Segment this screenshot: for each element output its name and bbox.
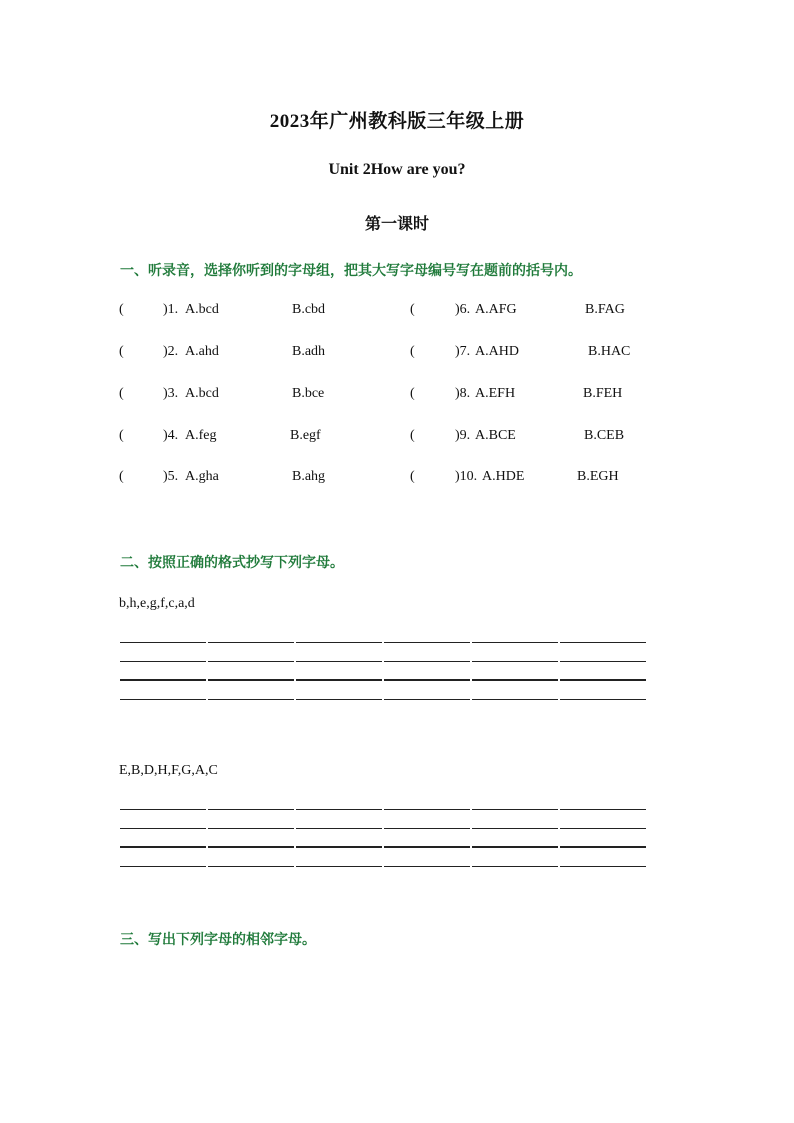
left-paren: ( bbox=[119, 428, 124, 443]
writing-lines-uppercase bbox=[120, 791, 646, 867]
lesson-title: 第一课时 bbox=[364, 216, 429, 233]
question-row bbox=[0, 428, 794, 448]
section-1-heading: 一、听录音，选择你听到的字母组，把其大写字母编号写在题前的括号内。 bbox=[120, 264, 582, 279]
writing-line bbox=[120, 662, 646, 681]
letter-sequence-uppercase: E,B,D,H,F,G,A,C bbox=[119, 763, 218, 778]
option-a: A.ahd bbox=[185, 344, 219, 359]
option-a: A.EFH bbox=[475, 386, 516, 401]
left-paren: ( bbox=[119, 386, 124, 401]
writing-line bbox=[120, 829, 646, 848]
option-b: B.bce bbox=[292, 386, 325, 401]
question-number: )6. bbox=[455, 302, 471, 317]
option-a: A.BCE bbox=[475, 428, 516, 443]
option-b: B.FAG bbox=[585, 302, 625, 317]
option-a: A.bcd bbox=[185, 302, 219, 317]
option-a: A.AFG bbox=[475, 302, 517, 317]
option-b: B.cbd bbox=[292, 302, 326, 317]
question-row bbox=[0, 386, 794, 406]
question-number: )9. bbox=[455, 428, 471, 443]
writing-line bbox=[120, 848, 646, 867]
option-b: B.egf bbox=[290, 428, 321, 443]
writing-lines-lowercase bbox=[120, 624, 646, 700]
left-paren: ( bbox=[119, 302, 124, 317]
question-number: )8. bbox=[455, 386, 471, 401]
writing-line bbox=[120, 624, 646, 643]
left-paren: ( bbox=[119, 469, 124, 484]
question-row bbox=[0, 302, 794, 322]
option-b: B.HAC bbox=[588, 344, 631, 359]
letter-sequence-lowercase: b,h,e,g,f,c,a,d bbox=[119, 596, 195, 611]
question-number: )7. bbox=[455, 344, 471, 359]
question-number: )2. bbox=[163, 344, 179, 359]
question-number: )10. bbox=[455, 469, 478, 484]
question-number: )5. bbox=[163, 469, 179, 484]
question-number: )3. bbox=[163, 386, 179, 401]
option-b: B.EGH bbox=[577, 469, 619, 484]
option-b: B.CEB bbox=[584, 428, 625, 443]
writing-line bbox=[120, 791, 646, 810]
option-a: A.feg bbox=[185, 428, 217, 443]
option-a: A.AHD bbox=[475, 344, 519, 359]
option-b: B.ahg bbox=[292, 469, 326, 484]
option-a: A.bcd bbox=[185, 386, 219, 401]
left-paren: ( bbox=[410, 344, 415, 359]
page-title: 2023年广州教科版三年级上册 bbox=[269, 111, 525, 132]
writing-line bbox=[120, 681, 646, 700]
option-a: A.gha bbox=[185, 469, 219, 484]
unit-title: Unit 2How are you? bbox=[328, 161, 466, 178]
section-2-heading: 二、按照正确的格式抄写下列字母。 bbox=[120, 556, 344, 571]
option-b: B.adh bbox=[292, 344, 326, 359]
left-paren: ( bbox=[410, 386, 415, 401]
writing-line bbox=[120, 810, 646, 829]
question-number: )4. bbox=[163, 428, 179, 443]
left-paren: ( bbox=[410, 428, 415, 443]
section-3-heading: 三、写出下列字母的相邻字母。 bbox=[120, 933, 316, 948]
left-paren: ( bbox=[119, 344, 124, 359]
question-number: )1. bbox=[163, 302, 179, 317]
option-b: B.FEH bbox=[583, 386, 623, 401]
option-a: A.HDE bbox=[482, 469, 525, 484]
question-row bbox=[0, 469, 794, 489]
left-paren: ( bbox=[410, 302, 415, 317]
left-paren: ( bbox=[410, 469, 415, 484]
question-row bbox=[0, 344, 794, 364]
writing-line bbox=[120, 643, 646, 662]
